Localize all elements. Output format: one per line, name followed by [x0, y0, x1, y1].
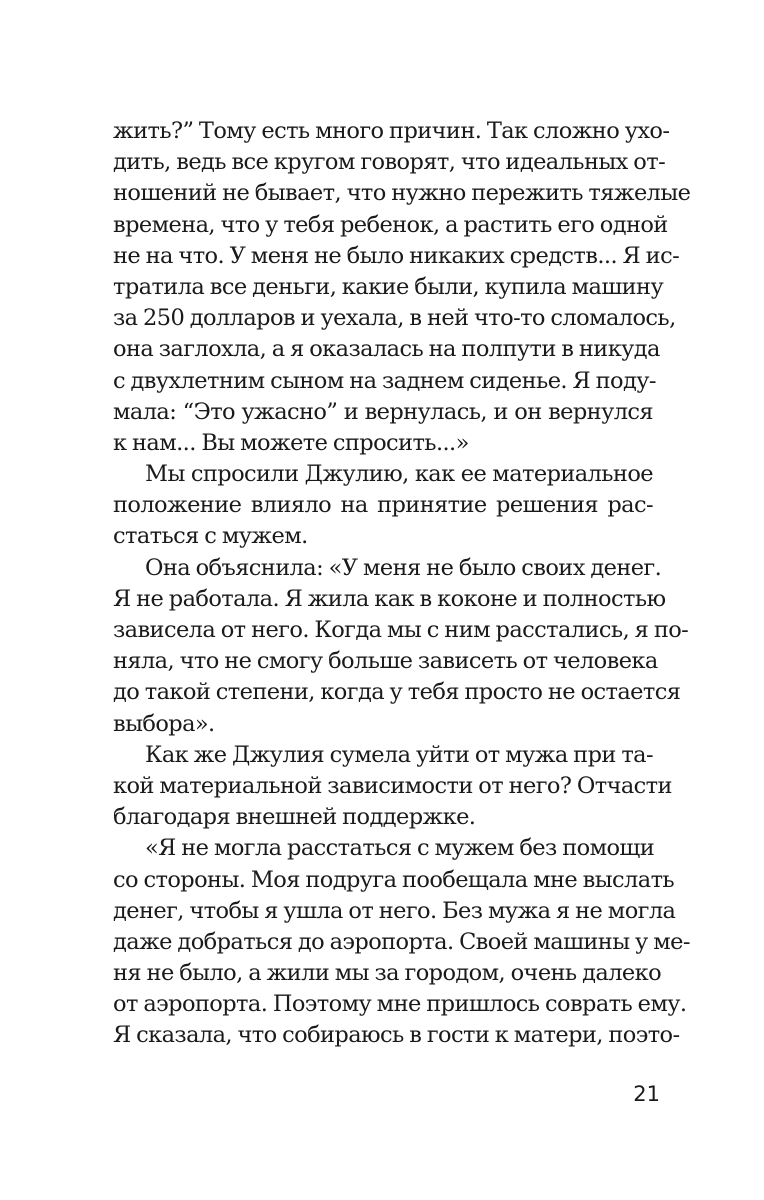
- text-line: тратила все деньги, какие были, купила машину: [113, 273, 664, 300]
- text-line: от аэропорта. Поэтому мне пришлось соврать ему.: [113, 991, 687, 1018]
- text-line: за 250 долларов и уехала, в ней что-то сломалось,: [113, 305, 676, 332]
- text-line: положение влияло на принятие решения рас-: [113, 492, 653, 519]
- text-line: жить?” Тому есть много причин. Так сложно ухо-: [113, 118, 670, 144]
- text-line: с двухлетним сыном на заднем сиденье. Я поду-: [113, 367, 656, 394]
- text-line: даже добраться до аэропорта. Своей машины у ме-: [113, 928, 690, 955]
- text-line: ношений не бывает, что нужно пережить тяжелые: [113, 180, 691, 207]
- text-line: кой материальной зависимости от него? Отчасти: [113, 772, 672, 799]
- page-number: 21: [633, 1082, 660, 1106]
- text-line: няла, что не смогу больше зависеть от человека: [113, 648, 658, 675]
- text-line: «Я не могла расстаться с мужем без помощи: [145, 835, 655, 862]
- text-line: времена, что у тебя ребенок, а растить его одной: [113, 211, 668, 238]
- text-line: Я сказала, что собираюсь в гости к матери, поэто-: [113, 1022, 680, 1049]
- text-line: мала: “Это ужасно” и вернулась, и он вернулся: [113, 398, 653, 425]
- text-line: выбора».: [113, 710, 215, 737]
- text-line: Мы спросили Джулию, как ее материальное: [145, 461, 653, 488]
- text-line: до такой степени, когда у тебя просто не остается: [113, 679, 681, 706]
- text-line: зависела от него. Когда мы с ним расстались, я по-: [113, 617, 689, 643]
- text-line: Я не работала. Я жила как в коконе и полностью: [113, 585, 666, 612]
- text-line: со стороны. Моя подруга пообещала мне выслать: [113, 866, 675, 893]
- text-line: к нам... Вы можете спросить...»: [113, 429, 469, 456]
- text-line: статься с мужем.: [113, 523, 308, 550]
- text-line: дить, ведь все кругом говорят, что идеальных от-: [113, 149, 666, 176]
- text-line: ня не было, а жили мы за городом, очень далеко: [113, 960, 662, 987]
- text-line: Она объяснила: «У меня не было своих денег.: [145, 554, 662, 581]
- text-line: Как же Джулия сумела уйти от мужа при та-: [145, 741, 653, 768]
- text-line: она заглохла, а я оказалась на полпути в никуда: [113, 336, 660, 363]
- body-text: [113, 116, 691, 1052]
- text-line: денег, чтобы я ушла от него. Без мужа я не могла: [113, 897, 676, 924]
- text-line: благодаря внешней поддержке.: [113, 804, 476, 831]
- text-line: не на что. У меня не было никаких средств... Я ис-: [113, 242, 680, 269]
